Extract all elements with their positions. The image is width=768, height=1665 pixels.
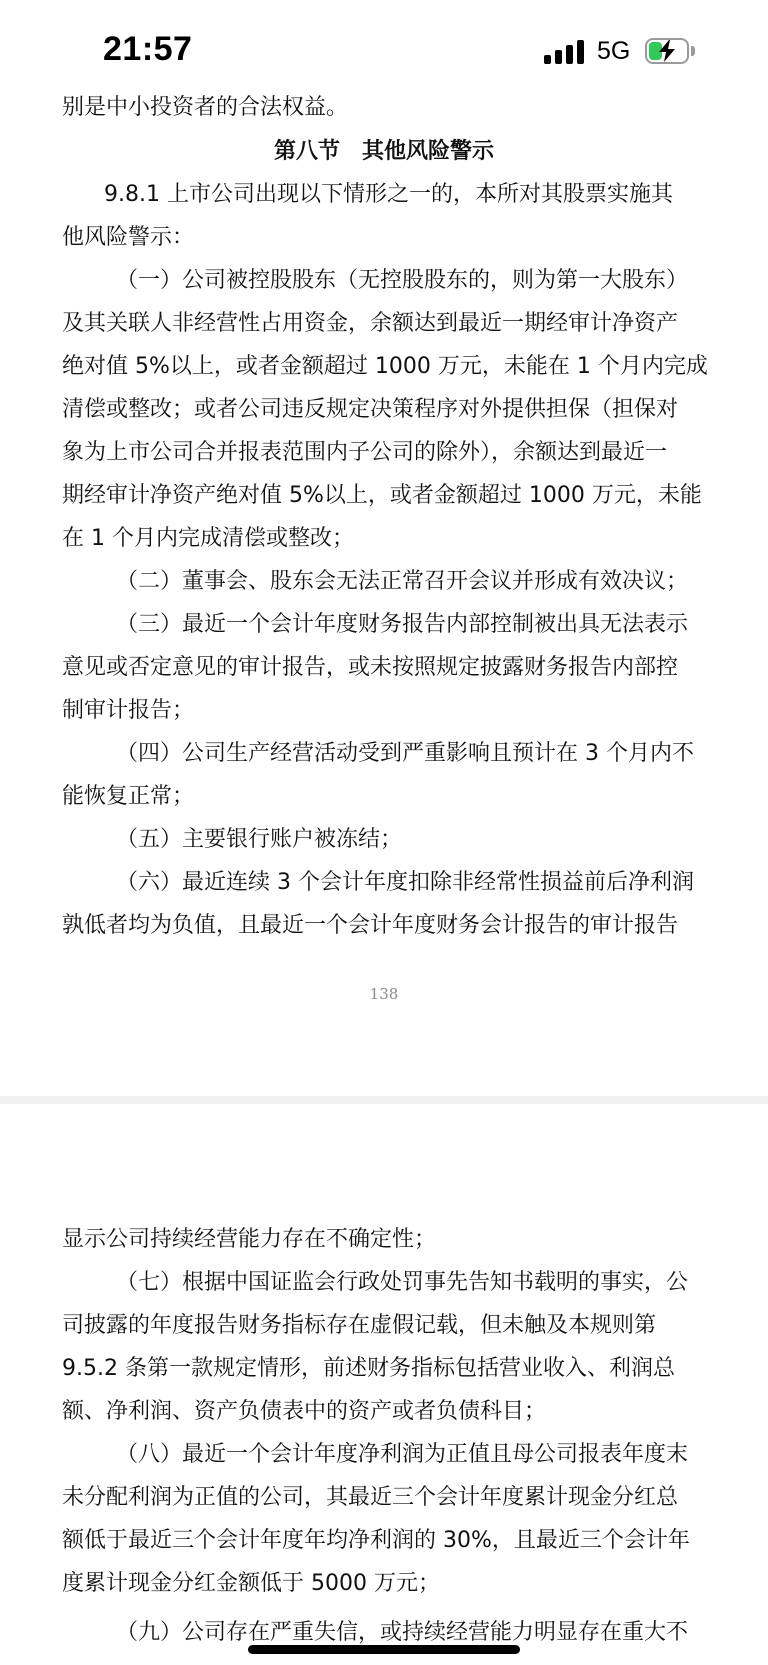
text-line: 清偿或整改；或者公司违反规定决策程序对外提供担保（担保对	[62, 397, 679, 422]
text-line: （一）公司被控股股东（无控股股东的，则为第一大股东）	[116, 268, 689, 293]
text-line: 期经审计净资产绝对值 5%以上，或者金额超过 1000 万元，未能	[62, 483, 702, 508]
text-line: 9.5.2 条第一款规定情形，前述财务指标包括营业收入、利润总	[62, 1356, 675, 1381]
battery-charging-icon	[645, 38, 695, 64]
text-line: 能恢复正常；	[62, 784, 195, 809]
text-line: 司披露的年度报告财务指标存在虚假记载，但未触及本规则第	[62, 1313, 657, 1338]
text-line: 他风险警示：	[62, 225, 195, 250]
text-line: （五）主要银行账户被冻结；	[116, 827, 403, 852]
text-line: 未分配利润为正值的公司，其最近三个会计年度累计现金分红总	[62, 1485, 679, 1510]
section-heading: 第八节 其他风险警示	[273, 139, 494, 164]
status-bar	[0, 0, 768, 96]
text-line: 象为上市公司合并报表范围内子公司的除外），余额达到最近一	[62, 440, 668, 465]
charging-bolt-icon	[657, 40, 677, 62]
text-line: （八）最近一个会计年度净利润为正值且母公司报表年度末	[116, 1442, 689, 1467]
text-line: 别是中小投资者的合法权益。	[62, 95, 349, 120]
text-line: 额、净利润、资产负债表中的资产或者负债科目；	[62, 1399, 547, 1424]
page-number: 138	[369, 985, 399, 1003]
text-line: （二）董事会、股东会无法正常召开会议并形成有效决议；	[116, 569, 689, 594]
text-line: 显示公司持续经营能力存在不确定性；	[62, 1227, 437, 1252]
text-line: （九）公司存在严重失信，或持续经营能力明显存在重大不	[116, 1620, 689, 1645]
text-line: 绝对值 5%以上，或者金额超过 1000 万元，未能在 1 个月内完成	[62, 354, 708, 379]
page-divider	[0, 1096, 768, 1104]
text-line: （七）根据中国证监会行政处罚事先告知书载明的事实，公	[116, 1270, 689, 1295]
text-line: （四）公司生产经营活动受到严重影响且预计在 3 个月内不	[116, 741, 694, 766]
status-time: 21:57	[103, 30, 193, 68]
text-line: （三）最近一个会计年度财务报告内部控制被出具无法表示	[116, 612, 689, 637]
text-line: 孰低者均为负值，且最近一个会计年度财务会计报告的审计报告	[62, 913, 679, 938]
text-line: 在 1 个月内完成清偿或整改；	[62, 526, 354, 551]
text-line: 额低于最近三个会计年度年均净利润的 30%，且最近三个会计年	[62, 1528, 690, 1553]
network-type-label: 5G	[597, 37, 631, 65]
text-line: 及其关联人非经营性占用资金，余额达到最近一期经审计净资产	[62, 311, 679, 336]
text-line: 意见或否定意见的审计报告，或未按照规定披露财务报告内部控	[62, 655, 679, 680]
home-indicator[interactable]	[248, 1645, 520, 1654]
text-line: 度累计现金分红金额低于 5000 万元；	[62, 1571, 440, 1596]
text-line: 制审计报告；	[62, 698, 195, 723]
text-line: （六）最近连续 3 个会计年度扣除非经常性损益前后净利润	[116, 870, 694, 895]
cellular-signal-icon	[544, 40, 584, 64]
text-line: 9.8.1 上市公司出现以下情形之一的，本所对其股票实施其	[104, 182, 673, 207]
